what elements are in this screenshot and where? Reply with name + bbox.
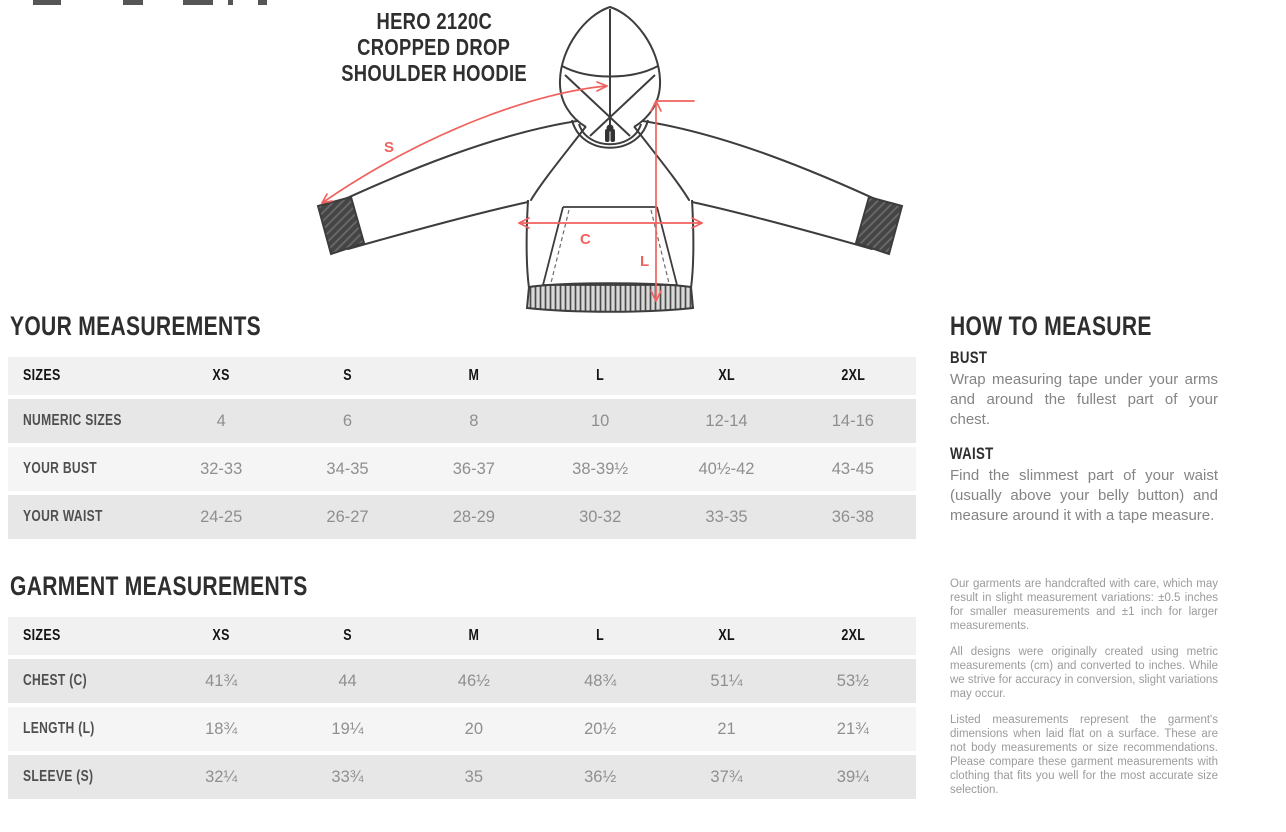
value-cell: 41¾ — [205, 671, 238, 690]
your-measurements-heading-text: YOUR MEASUREMENTS — [10, 311, 262, 341]
value-cell: 20½ — [584, 719, 617, 738]
row-label-cell: LENGTH (L) — [23, 720, 95, 737]
header-cell: 2XL — [840, 627, 865, 644]
value-cell: 21¾ — [836, 719, 869, 738]
header-cell: SIZES — [23, 367, 61, 384]
how-to-measure-heading — [950, 311, 1209, 341]
header-cell: XL — [718, 367, 735, 384]
value-cell: 32¼ — [205, 767, 238, 786]
header-cell: 2XL — [840, 367, 865, 384]
table-row — [8, 707, 916, 751]
value-cell: 21 — [717, 719, 736, 738]
header-cell: XS — [212, 367, 230, 384]
row-label-cell: CHEST (C) — [23, 672, 87, 689]
value-cell: 4 — [216, 411, 226, 430]
sleeve-label: S — [384, 139, 395, 156]
header-cell: XL — [718, 627, 735, 644]
header-cell: XS — [212, 627, 230, 644]
garment-measurements-heading — [10, 571, 392, 601]
product-title-line: SHOULDER HOODIE — [341, 60, 527, 86]
header-cell: L — [596, 627, 605, 644]
body-outline — [527, 200, 694, 288]
bust-subheading: BUST — [950, 348, 988, 367]
table-row — [8, 399, 916, 443]
disclaimer-paragraph: Our garments are handcrafted with care, which may result in slight measurement variations: ±0.5 inches for smaller measurements and ±1 inch for larger measurements. — [950, 578, 1218, 632]
row-label-cell: YOUR BUST — [23, 460, 98, 477]
drawstring — [605, 125, 615, 143]
value-cell: 20 — [464, 719, 483, 738]
value-cell: 37¾ — [710, 767, 743, 786]
cropped-text-remnant — [0, 0, 300, 6]
value-cell: 36½ — [584, 767, 617, 786]
garment-measurements-table — [8, 617, 916, 803]
left-cuff — [318, 197, 364, 254]
header-cell: M — [468, 367, 480, 384]
row-label-cell: NUMERIC SIZES — [23, 412, 122, 429]
value-cell: 39¼ — [836, 767, 869, 786]
value-cell: 33¾ — [331, 767, 364, 786]
product-title-line: HERO 2120C — [376, 8, 492, 34]
hem-rib-band — [527, 283, 693, 312]
right-cuff — [856, 197, 902, 254]
table-header-row — [8, 357, 916, 395]
hoodie-measurement-diagram — [288, 0, 948, 316]
value-cell: 38-39½ — [572, 459, 629, 478]
value-cell: 34-35 — [326, 459, 369, 478]
value-cell: 36-38 — [831, 507, 874, 526]
value-cell: 24-25 — [200, 507, 243, 526]
value-cell: 53½ — [836, 671, 869, 690]
value-cell: 51¼ — [710, 671, 743, 690]
your-measurements-table — [8, 357, 916, 543]
product-title-line: CROPPED DROP — [357, 34, 511, 60]
value-cell: 35 — [464, 767, 483, 786]
length-label: L — [640, 253, 650, 270]
value-cell: 44 — [338, 671, 357, 690]
table-row — [8, 447, 916, 491]
value-cell: 19¼ — [331, 719, 364, 738]
value-cell: 33-35 — [705, 507, 748, 526]
value-cell: 26-27 — [326, 507, 369, 526]
row-label-cell: SLEEVE (S) — [23, 768, 94, 785]
header-cell: M — [468, 627, 480, 644]
table-row — [8, 495, 916, 539]
value-cell: 30-32 — [579, 507, 622, 526]
garment-measurements-heading-text: GARMENT MEASUREMENTS — [10, 571, 308, 601]
value-cell: 14-16 — [831, 411, 874, 430]
table-row — [8, 755, 916, 799]
sleeves-outline — [332, 120, 888, 249]
waist-instructions: Find the slimmest part of your waist (usually above your belly button) and measure around it with a tape measure. — [950, 467, 1218, 524]
table-row — [8, 659, 916, 703]
header-cell: S — [343, 627, 352, 644]
disclaimer-paragraph: Listed measurements represent the garment's dimensions when laid flat on a surface. These are not body measurements or size recommendations. Please compare these garment measurements with clothing that fits you well for the most accurate size selection. — [950, 714, 1218, 796]
header-cell: L — [596, 367, 605, 384]
kangaroo-pocket — [543, 207, 677, 285]
header-cell: S — [343, 367, 352, 384]
header-cell: SIZES — [23, 627, 61, 644]
row-label-cell: YOUR WAIST — [23, 508, 103, 525]
value-cell: 32-33 — [200, 459, 243, 478]
value-cell: 43-45 — [831, 459, 874, 478]
table-header-row — [8, 617, 916, 655]
value-cell: 6 — [342, 411, 353, 430]
value-cell: 12-14 — [705, 411, 748, 430]
your-measurements-heading — [10, 311, 332, 341]
chest-label: C — [580, 231, 591, 248]
value-cell: 28-29 — [452, 507, 495, 526]
value-cell: 18¾ — [205, 719, 238, 738]
waist-subheading: WAIST — [950, 444, 994, 463]
value-cell: 10 — [590, 411, 610, 430]
value-cell: 46½ — [457, 671, 490, 690]
value-cell: 40½-42 — [698, 459, 755, 478]
how-to-measure-heading-text: HOW TO MEASURE — [950, 311, 1152, 341]
bust-instructions: Wrap measuring tape under your arms and around the fullest part of your chest. — [950, 371, 1218, 428]
disclaimer-paragraph: All designs were originally created using metric measurements (cm) and converted to inches. While we strive for accuracy in conversion, slight variations may occur. — [950, 646, 1218, 700]
measurement-disclaimer — [950, 577, 1218, 809]
value-cell: 8 — [469, 411, 479, 430]
value-cell: 48¾ — [584, 671, 617, 690]
value-cell: 36-37 — [452, 459, 495, 478]
